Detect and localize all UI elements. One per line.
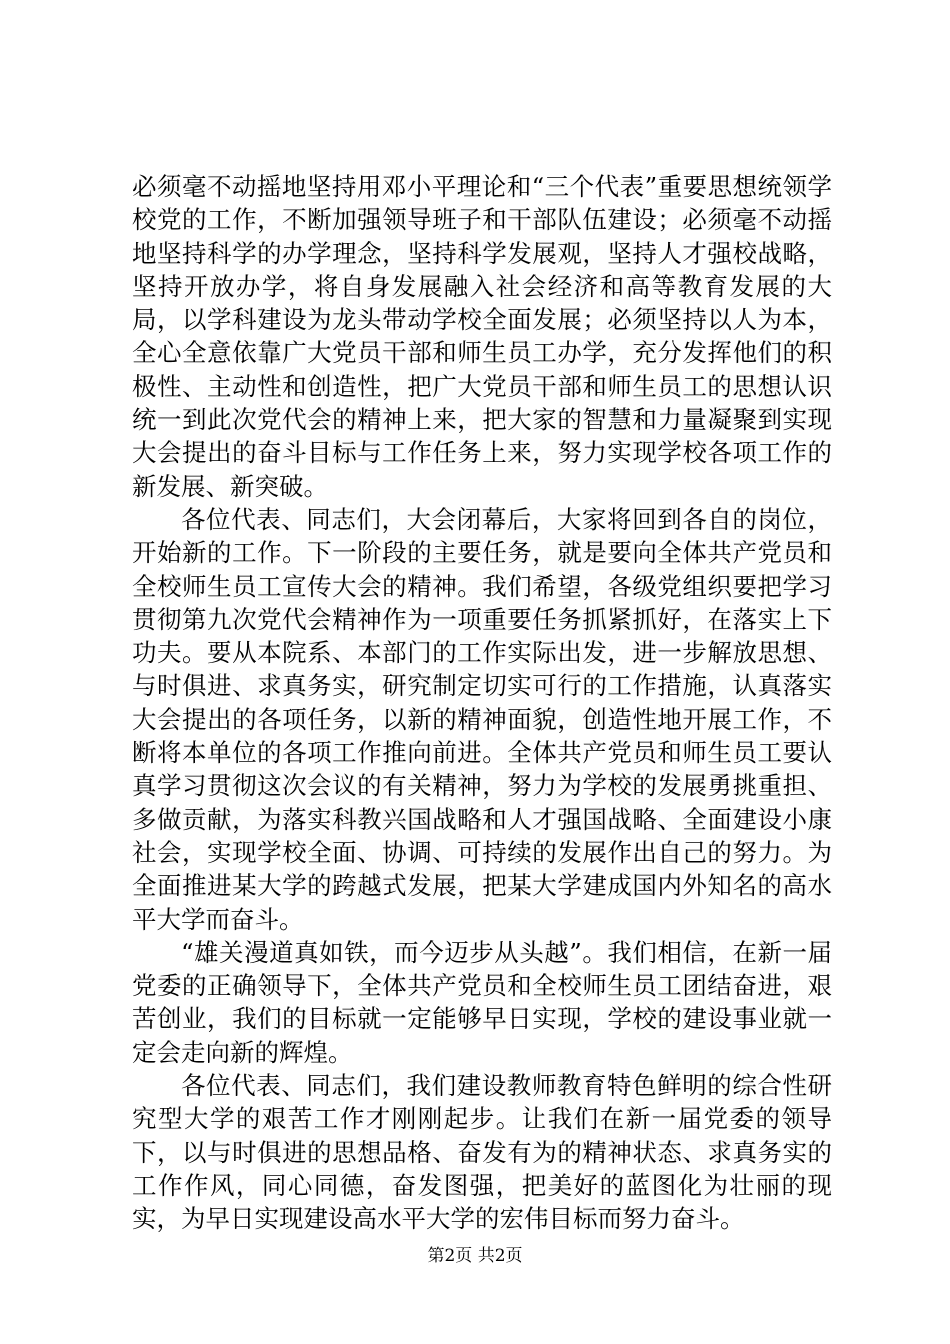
page-number-footer: 第2页 共2页 <box>427 1246 523 1266</box>
paragraph-2: 各位代表、同志们，大会闭幕后，大家将回到各自的岗位，开始新的工作。下一阶段的主要任务，就是要向全体共产党员和全校师生员工宣传大会的精神。我们希望，各级党组织要把学习贯彻第九次党代会精神作为一项重要任务抓紧抓好，在落实上下功夫。要从本院系、本部门的工作实际出发，进一步解放思想、与时俱进、求真务实，研究制定切实可行的工作措施，认真落实大会提出的各项任务，以新的精神面貌，创造性地开展工作，不断将本单位的各项工作推向前进。全体共产党员和师生员工要认真学习贯彻这次会议的有关精神，努力为学校的发展勇挑重担、多做贡献，为落实科教兴国战略和人才强国战略、全面建设小康社会，实现学校全面、协调、可持续的发展作出自己的努力。为全面推进某大学的跨越式发展，把某大学建成国内外知名的高水平大学而奋斗。 <box>132 504 832 934</box>
paragraph-1: 必须毫不动摇地坚持用邓小平理论和“三个代表”重要思想统领学校党的工作，不断加强领导班子和干部队伍建设；必须毫不动摇地坚持科学的办学理念，坚持科学发展观，坚持人才强校战略，坚持开放办学，将自身发展融入社会经济和高等教育发展的大局，以学科建设为龙头带动学校全面发展；必须坚持以人为本，全心全意依靠广大党员干部和师生员工办学，充分发挥他们的积极性、主动性和创造性，把广大党员干部和师生员工的思想认识统一到此次党代会的精神上来，把大家的智慧和力量凝聚到实现大会提出的奋斗目标与工作任务上来，努力实现学校各项工作的新发展、新突破。 <box>132 172 832 501</box>
paragraph-4: 各位代表、同志们，我们建设教师教育特色鲜明的综合性研究型大学的艰苦工作才刚刚起步。让我们在新一届党委的领导下，以与时俱进的思想品格、奋发有为的精神状态、求真务实的工作作风，同心同德，奋发图强，把美好的蓝图化为壮丽的现实，为早日实现建设高水平大学的宏伟目标而努力奋斗。 <box>132 1071 832 1234</box>
document-body <box>132 170 832 1236</box>
paragraph-3: “雄关漫道真如铁，而今迈步从头越”。我们相信，在新一届党委的正确领导下，全体共产党员和全校师生员工团结奋进，艰苦创业，我们的目标就一定能够早日实现，学校的建设事业就一定会走向新的辉煌。 <box>132 937 832 1067</box>
